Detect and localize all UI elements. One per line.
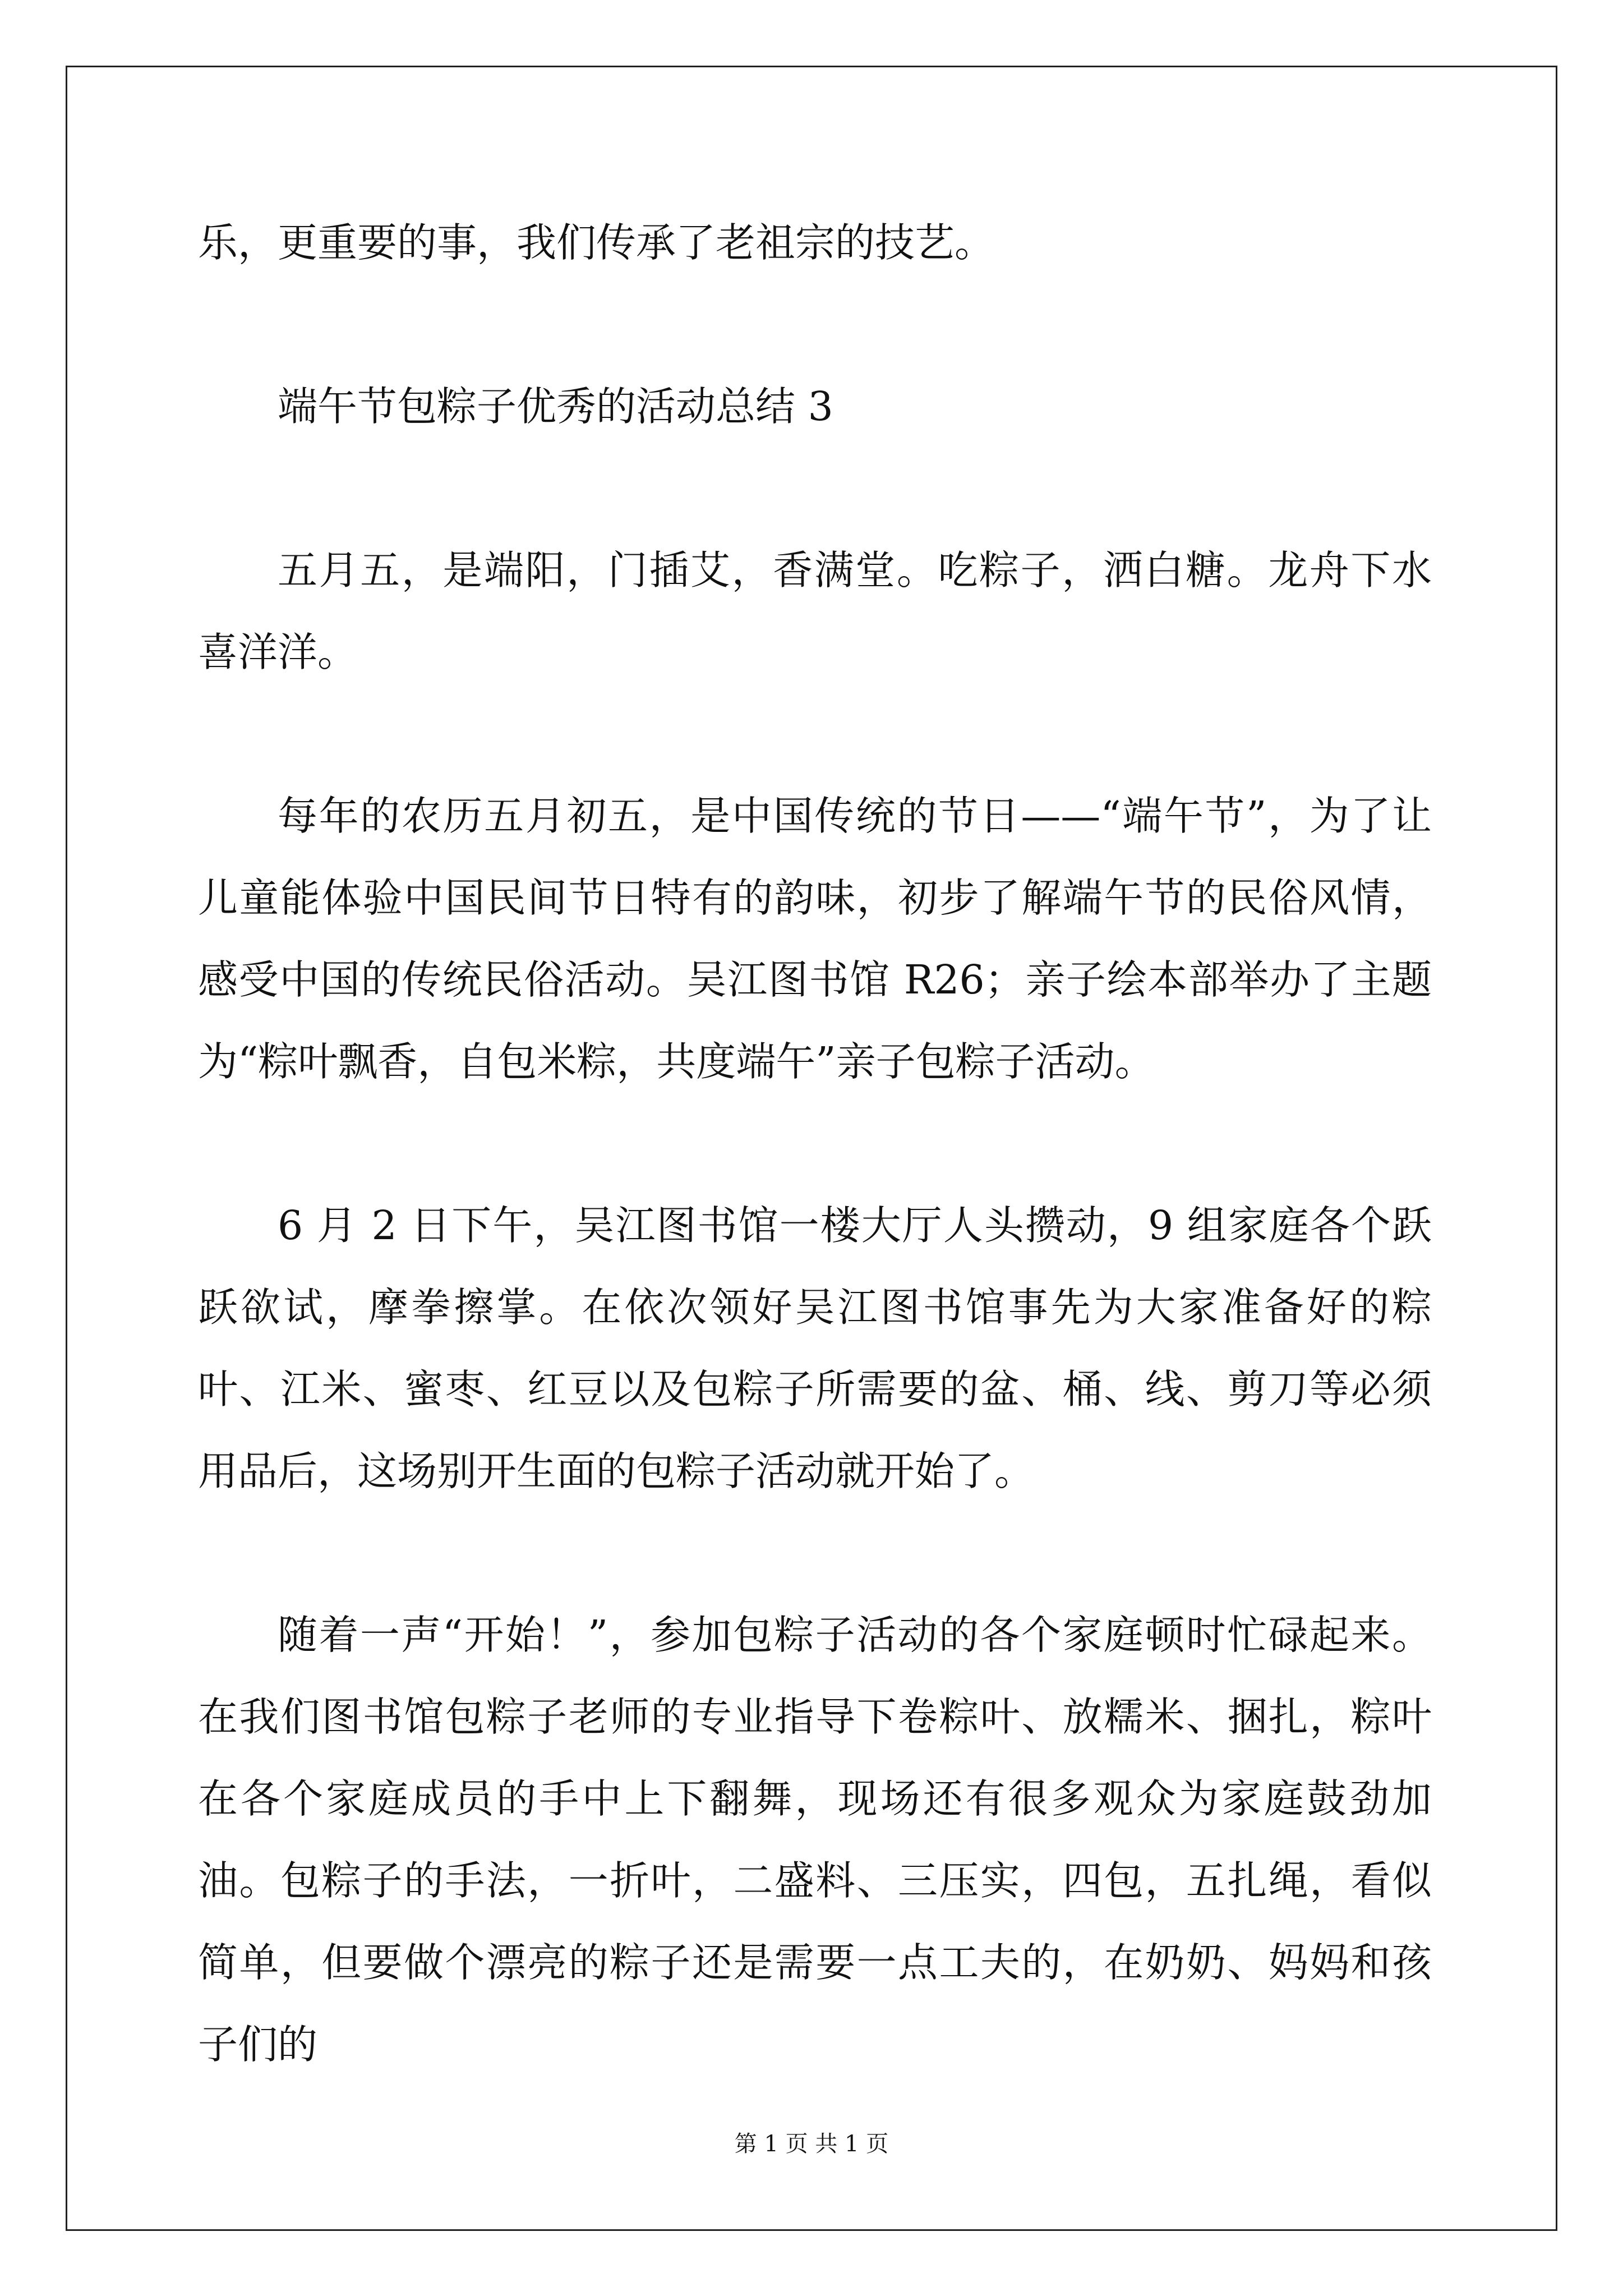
page-footer: 第 1 页 共 1 页 xyxy=(734,2131,889,2157)
paragraph-5: 6 月 2 日下午，吴江图书馆一楼大厅人头攒动，9 组家庭各个跃跃欲试，摩拳擦掌。在依次领好吴江图书馆事先为大家准备好的粽叶、江米、蜜枣、红豆以及包粽子所需要的盆、桶、线、剪刀等必须用品后，这场别开生面的包粽子活动就开始了。 xyxy=(198,1202,1432,1494)
paragraph-1: 乐，更重要的事，我们传承了老祖宗的技艺。 xyxy=(198,219,995,266)
paragraph-4: 每年的农历五月初五，是中国传统的节日——“端午节”，为了让儿童能体验中国民间节日特有的韵味，初步了解端午节的民俗风情，感受中国的传统民俗活动。吴江图书馆 R26；亲子绘本部举办了主题为“粽叶飘香，自包米粽，共度端午”亲子包粽子活动。 xyxy=(198,793,1432,1085)
paragraph-3: 五月五，是端阳，门插艾，香满堂。吃粽子，洒白糖。龙舟下水喜洋洋。 xyxy=(198,547,1432,675)
document-body xyxy=(198,202,1432,2086)
section-heading: 端午节包粽子优秀的活动总结 3 xyxy=(278,383,833,430)
paragraph-6: 随着一声“开始！”，参加包粽子活动的各个家庭顿时忙碌起来。在我们图书馆包粽子老师的专业指导下卷粽叶、放糯米、捆扎，粽叶在各个家庭成员的手中上下翻舞，现场还有很多观众为家庭鼓劲加油。包粽子的手法，一折叶，二盛料、三压实，四包，五扎绳，看似简单，但要做个漂亮的粽子还是需要一点工夫的，在奶奶、妈妈和孩子们的 xyxy=(198,1612,1432,2068)
